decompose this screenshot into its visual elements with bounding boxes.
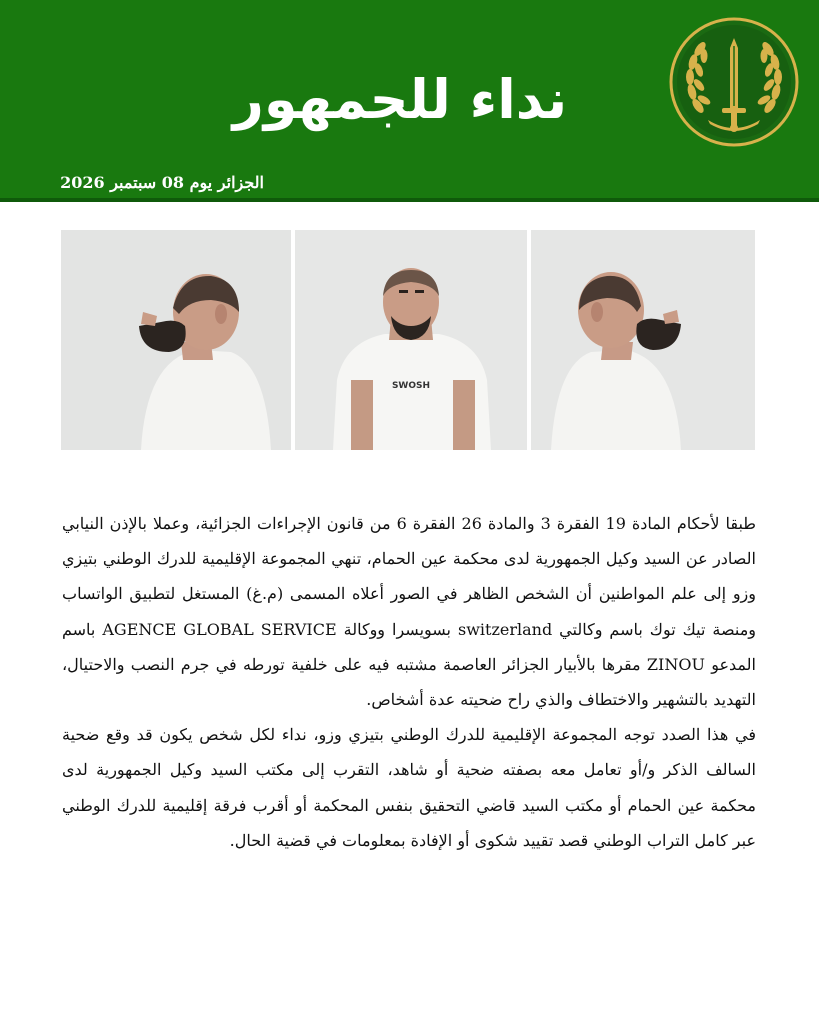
suspect-photo-front [295,230,527,450]
notice-paragraph-1: طبقا لأحكام المادة 19 الفقرة 3 والمادة 26 الفقرة 6 من قانون الإجراءات الجزائية، وعملا بالإذن النيابي الصادر عن السيد وكيل الجمهورية لدى محكمة عين الحمام، تنهي المجموعة الإقليمية للدرك الوطني بتيزي وزو إلى علم المواطنين أن الشخص الظاهر في الصور أعلاه المسمى (م.غ) المستغل لتطبيق الواتساب ومنصة تيك توك باسم وكالتي switzerland بسويسرا ووكالة AGENCE GLOBAL SERVICE باسم المدعو ZINOU مقرها بالأبيار الجزائر العاصمة مشتبه فيه على خلفية تورطه في جرم النصب والاحتيال، التهديد بالتشهير والاختطاف والذي راح ضحيته عدة أشخاص. [62,514,757,710]
notice-paragraph-2: في هذا الصدد توجه المجموعة الإقليمية للدرك الوطني بتيزي وزو، نداء لكل شخص يكون قد وقع ضحية السالف الذكر و/أو تعامل معه بصفته ضحية أو شاهد، التقرب إلى مكتب السيد وكيل الجمهورية لدى محكمة عين الحمام أو مكتب السيد قاضي التحقيق بنفس المحكمة أو أقرب فرقة إقليمية للدرك الوطني عبر كامل التراب الوطني قصد تقييد شكوى أو الإفادة بمعلومات في قضية الحال. [62,725,757,850]
svg-text:SWOSH: SWOSH [391,381,431,391]
page-title: نداء للجمهور [232,68,568,131]
notice-body [62,506,756,858]
date-line: الجزائر يوم 08 سبتمبر 2026 [60,173,264,192]
header-divider [0,198,819,202]
laurel-wreath-sword-emblem-icon [668,16,800,148]
suspect-photo-right-profile [531,230,755,450]
suspect-photos [61,230,755,450]
suspect-photo-left-profile [61,230,291,450]
